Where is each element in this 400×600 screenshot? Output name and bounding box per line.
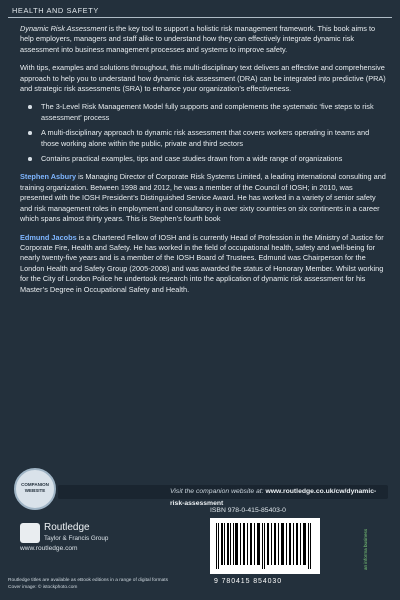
feature-text: The 3-Level Risk Management Model fully supports and complements the systematic ‘five steps to risk assessment’ process	[41, 102, 374, 122]
publisher-subtitle: Taylor & Francis Group	[44, 535, 109, 542]
publisher-website-link[interactable]: www.routledge.com	[20, 545, 78, 552]
bullet-icon	[28, 105, 32, 109]
description	[20, 24, 386, 295]
category-bar	[8, 6, 392, 18]
footer-ebook-note: Routledge titles are available as eBook editions in a range of digital formats	[8, 578, 168, 583]
author-bio	[20, 172, 386, 224]
routledge-logo-icon	[20, 523, 40, 543]
barcode	[210, 518, 320, 574]
book-title: Dynamic Risk Assessment	[20, 24, 107, 33]
feature-item	[26, 154, 386, 164]
informa-side-note: an informa business	[363, 528, 368, 570]
footer	[8, 578, 208, 591]
feature-text: A multi-disciplinary approach to dynamic risk assessment that covers workers operating in teams and those working alone within the public, private and third sectors	[41, 128, 370, 148]
companion-website-badge-icon	[14, 468, 56, 510]
bullet-icon	[28, 157, 32, 161]
feature-item	[26, 128, 386, 149]
publisher-name: Routledge	[44, 522, 90, 533]
author-bio-text: is a Chartered Fellow of IOSH and is currently Head of Profession in the Ministry of Justice for Corporate Fire, Health and Safety. He has worked in the field of occupational health, safety and well-being for nearly twenty-five years and is a member of the IOSH Board of Trustees. Edmund was Chairperson for the London Health and Safety Group (2005-2008) and was awarded the status of Honorary Member. Whilst working for the City of London Police he undertook research into the application of dynamic risk assessment for his Master’s Degree in Occupational Safety and Health.	[20, 232, 384, 294]
feature-text: Contains practical examples, tips and case studies drawn from a wide range of organizations	[41, 154, 343, 164]
footer-image-credit: Cover image: © istockphoto.com	[8, 584, 78, 590]
barcode-graphic	[210, 518, 320, 574]
author-name: Edmund Jacobs	[20, 232, 77, 242]
feature-item	[26, 102, 386, 123]
companion-badge-text: COMPANION WEBSITE	[21, 482, 49, 493]
description-paragraph: With tips, examples and solutions throughout, this multi-disciplinary text delivers an effective and comprehensive approach to help you to understand how dynamic risk assessment (DRA) can be integrated into predictive (PRA) and strategic risk assessments (SRA) to enhance your organization’s effectiveness.	[20, 63, 386, 94]
feature-list	[20, 102, 386, 164]
author-bio	[20, 233, 386, 295]
author-bio-text: is Managing Director of Corporate Risk Systems Limited, a leading international consulting and training organization. Between 1998 and 2012, he was a member of the Council of IOSH; in 2010, was presented with the IOSH President’s Distinguished Service Award. He has worked in a variety of senior safety and risk management roles in employment and consultancy in over sixty countries on six continents in a career which spans almost thirty years. This is Stephen’s fourth book	[20, 172, 386, 224]
intro-paragraph	[20, 24, 386, 55]
companion-url-link[interactable]: www.routledge.co.uk/cw/dynamic-risk-assessment	[170, 488, 377, 507]
category-label: HEALTH AND SAFETY	[12, 6, 99, 15]
intro-text: is the key tool to support a holistic risk management framework. This book aims to help employers, managers and staff alike to understand how they can effectively integrate dynamic risk assessment into business management processes and systems to improve safety.	[20, 24, 376, 54]
barcode-digits: 9 780415 854030	[214, 578, 282, 585]
author-name: Stephen Asbury	[20, 172, 77, 182]
bullet-icon	[28, 131, 32, 135]
companion-prefix: Visit the companion website at:	[170, 488, 264, 495]
isbn-label: ISBN 978-0-415-85403-0	[210, 507, 286, 514]
